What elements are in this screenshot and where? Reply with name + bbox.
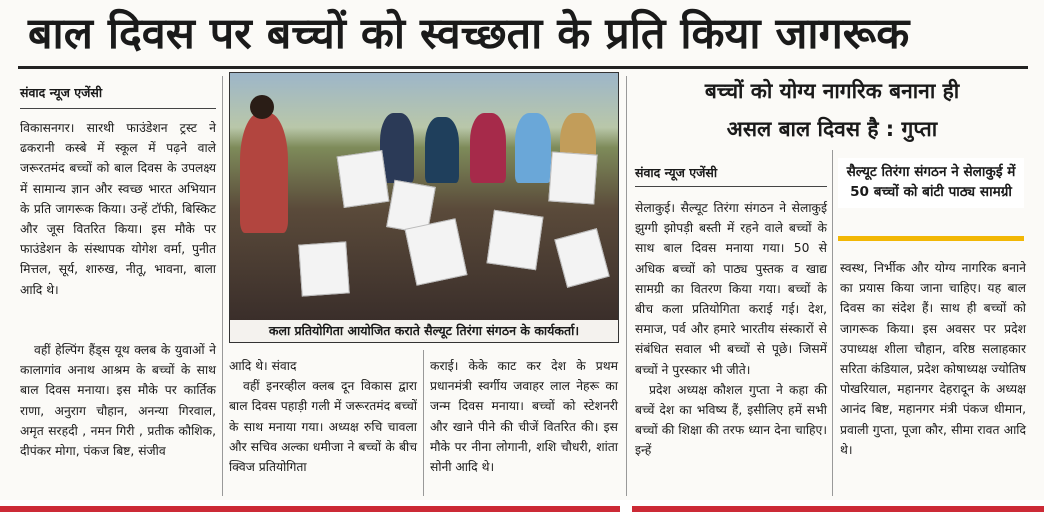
left-byline: संवाद न्यूज एजेंसी (20, 85, 103, 100)
sidebar-accent-bar (838, 236, 1024, 241)
left-article-column (20, 118, 216, 300)
right-byline: संवाद न्यूज एजेंसी (635, 165, 718, 180)
drawing-sheet (405, 218, 468, 286)
bottom-red-stripe (632, 506, 1044, 512)
photo-figure-head (250, 95, 274, 119)
right-paragraph-1: सेलाकुई। सैल्यूट तिरंगा संगठन ने सेलाकुई झुग्गी झोपड़ी बस्ती में रहने वाले बच्चों के साथ बाल दिवस मनाया गया। 50 से अधिक बच्चों को पाठ्य पुस्तक व खाद्य सामग्री का वितरण किया गया। बच्चों के बीच कला प्रतियोगिता कराई गई। देश, समाज, पर्व और हमारे भारतीय संस्कारों से संबंधित सवाल भी बच्चों से पूछे। जिसमें बच्चों ने पुरस्कार भी जीते। (635, 201, 827, 377)
drawing-sheet (548, 151, 597, 204)
main-headline: बाल दिवस पर बच्चों को स्वच्छता के प्रति किया जागरूक (28, 9, 910, 59)
far-right-paragraph: स्वस्थ, निर्भीक और योग्य नागरिक बनाने का प्रयास किया जाना चाहिए। यह बाल दिवस का संदेश हैं। साथ ही बच्चों को जागरूक किया। इस अवसर पर प्रदेश उपाध्यक्ष शीला चौहान, वरिष्ठ सलाहकार सरिता कंडियाल, प्रदेश कोषाध्यक्ष ज्योतिष पोखरियाल, महानगर देहरादून के अध्यक्ष आनंद बिष्ट, महानगर मंत्री पंकज धीमान, प्रवाली गुप्ता, पूजा कौर, सीमा रावत आदि थे। (840, 261, 1026, 457)
column-divider (222, 76, 223, 496)
photo-figure (425, 117, 459, 183)
right-byline-rule (635, 186, 827, 187)
far-right-column (840, 258, 1026, 460)
headline-rule (18, 66, 1028, 69)
right-paragraph-2: प्रदेश अध्यक्ष कौशल गुप्ता ने कहा की बच्चें देश का भविष्य हैं, इसीलिए हमें सभी बच्चों की शिक्षा की तरफ ध्यान देना चाहिए। इन्हें (635, 382, 827, 458)
right-article-column (635, 198, 827, 461)
photo-figure (240, 113, 288, 233)
middle-column-1 (229, 356, 417, 477)
middle-column-2 (430, 356, 618, 477)
middle-column-1-line: आदि थे। संवाद (229, 359, 297, 373)
bottom-red-stripe (0, 506, 620, 512)
column-divider (626, 76, 627, 496)
right-headline-line-1: बच्चों को योग्य नागरिक बनाना ही (704, 79, 960, 103)
right-headline (637, 72, 1027, 148)
photo-figure (470, 113, 506, 183)
drawing-sheet (486, 210, 543, 270)
drawing-sheet (337, 150, 390, 208)
sidebar-headline: सैल्यूट तिरंगा संगठन ने सेलाकुई में 50 बच्चों को बांटी पाठ्य सामग्री (838, 158, 1024, 208)
left-article-column-2 (20, 340, 216, 461)
column-divider (423, 350, 424, 496)
photo-figure (515, 113, 551, 183)
middle-column-2-paragraph: कराई। केके काट कर देश के प्रथम प्रधानमंत्री स्वर्गीय जवाहर लाल नेहरू का जन्म दिवस मनाया। बच्चों को स्टेशनरी और खाने पीने की चीजें वितरित की। इस मौके पर नीना लोगानी, शशि चौधरी, शांता सोनी आदि थे। (430, 359, 618, 475)
bottom-border (0, 500, 1044, 516)
news-photo (229, 72, 619, 322)
photo-caption: कला प्रतियोगिता आयोजित कराते सैल्यूट तिरंगा संगठन के कार्यकर्ता। (229, 320, 619, 343)
left-paragraph-2: वहीं हेल्पिंग हैंड्स यूथ क्लब के युवाओं ने कालागांव अनाथ आश्रम के बच्चों के साथ बाल दिवस मनाया। इस मौके पर कार्तिक राणा, अनुराग चौहान, अनन्या गिरवाल, अमृत सरहदी , नमन गिरी , प्रतीक कौशिक, दीपंकर मोगा, पंकज बिष्ट, संजीव (20, 343, 216, 459)
middle-column-1-paragraph: वहीं इनरव्हील क्लब दून विकास द्वारा बाल दिवस पहाड़ी गली में जरूरतमंद बच्चों के साथ मनाया गया। अध्यक्ष रुचि चावला और सचिव अल्का धमीजा ने बच्चों के बीच क्विज प्रतियोगिता (229, 379, 417, 475)
drawing-sheet (298, 241, 350, 296)
drawing-sheet (554, 228, 609, 288)
left-paragraph-1: विकासनगर। सारथी फाउंडेशन ट्रस्ट ने ढकरानी कस्बे में स्कूल में पढ़ने वाले जरूरतमंद बच्चों को बाल दिवस के उपलक्ष्य में सामान्य ज्ञान और स्वच्छ भारत अभियान के प्रति जागरूक किया। उन्हें टॉफी, बिस्किट और जूस वितरित किया। इस मौके पर फाउंडेशन के संस्थापक योगेश वर्मा, पुनीत मित्तल, सूर्य, शारुख, नीतू, भावना, बाला आदि थे। (20, 121, 216, 297)
left-byline-rule (20, 108, 216, 109)
right-headline-line-2: असल बाल दिवस है : गुप्ता (726, 117, 938, 141)
column-divider (832, 150, 833, 496)
headline-band (0, 0, 1044, 66)
